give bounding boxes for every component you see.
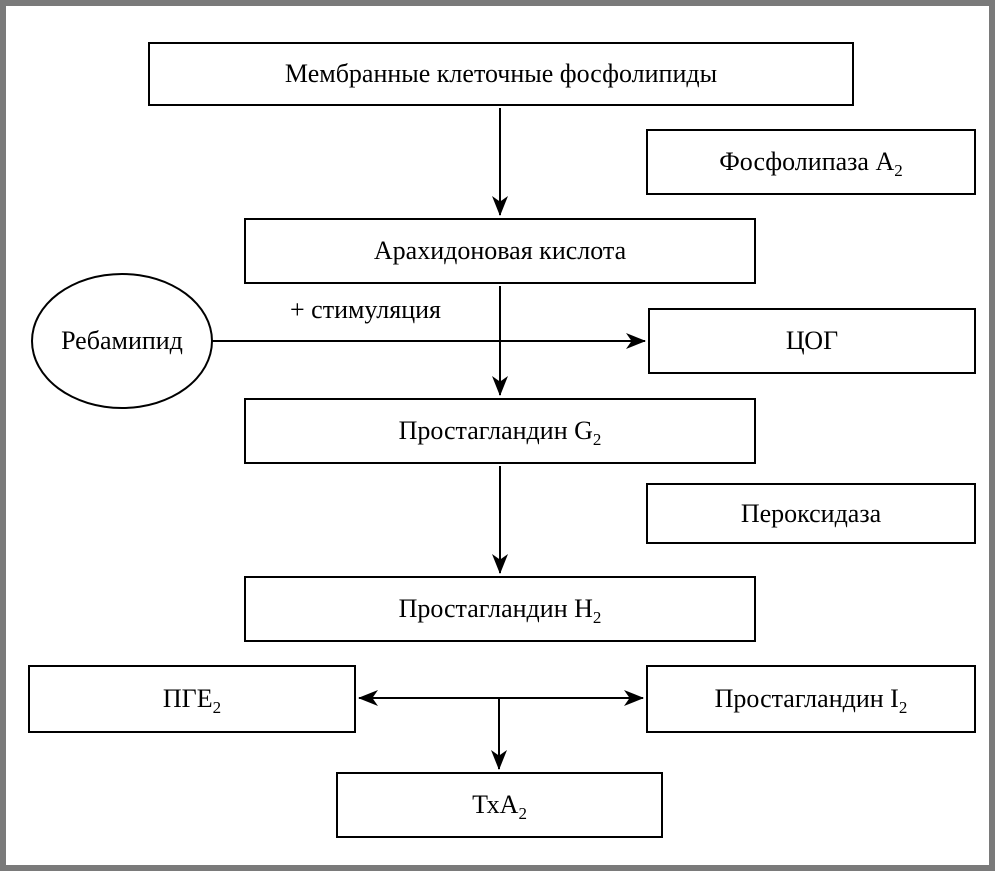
node-phospholipase-a2 xyxy=(646,129,976,195)
node-label: Простагландин $H_2$ xyxy=(398,594,602,627)
node-label: $ПГЕ_2$ xyxy=(162,684,222,717)
node-label: Мембранные клеточные фосфолипиды xyxy=(284,59,718,88)
node-rebamipide xyxy=(31,273,213,409)
node-cox xyxy=(648,308,976,374)
node-peroxidase xyxy=(646,483,976,544)
node-prostaglandin-h2 xyxy=(244,576,756,642)
node-label: Пероксидаза xyxy=(740,498,882,528)
node-prostaglandin-g2 xyxy=(244,398,756,464)
node-label: ТхА$_2$ xyxy=(472,790,527,823)
node-txa2 xyxy=(336,772,663,838)
node-label: ЦОГ xyxy=(785,326,839,355)
node-label: Арахидоновая кислота xyxy=(373,236,627,265)
node-label: Простагландин $I_2$ xyxy=(714,684,908,717)
node-label: Фосфолипаза $А_2$ xyxy=(719,147,903,180)
node-prostaglandin-i2 xyxy=(646,665,976,733)
node-label: Ребамипид xyxy=(61,326,183,355)
stimulation-label: + стимуляция xyxy=(290,295,442,324)
node-arachidonic-acid xyxy=(244,218,756,284)
node-membrane-phospholipids xyxy=(148,42,854,106)
node-label: Простагландин $G_2$ xyxy=(398,416,602,449)
node-pge2 xyxy=(28,665,356,733)
